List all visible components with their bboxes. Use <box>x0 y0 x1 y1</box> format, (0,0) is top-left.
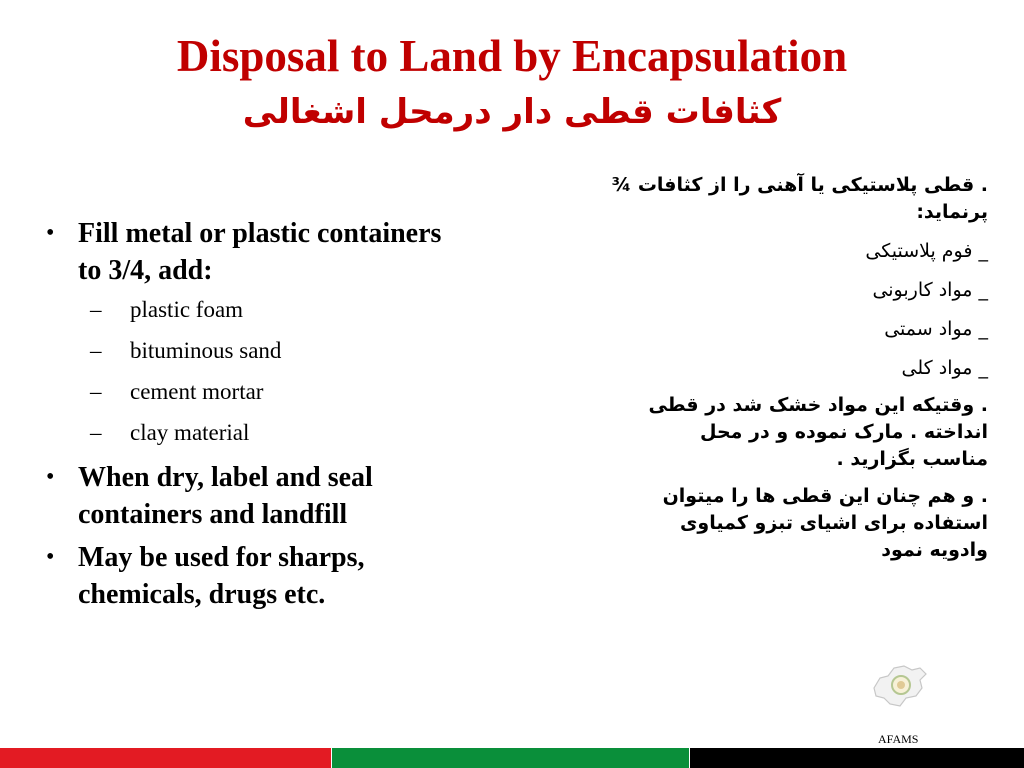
dari-text-block <box>520 172 988 564</box>
slide-subtitle-dari: كثافات قطی دار درمحل اشغالی <box>242 92 782 132</box>
footer-flag-bar <box>0 748 1024 768</box>
dari-p2-line2: انداخته . مارک نموده و در محل <box>700 421 988 443</box>
bullet-sharps-chemicals <box>38 539 458 613</box>
footer-bar-red <box>0 748 332 768</box>
bullet-text: Fill metal or plastic containers to 3/4, add: <box>78 218 442 286</box>
dari-item-clay: _ مواد کلی <box>901 357 988 379</box>
footer-label: AFAMS <box>878 732 919 746</box>
dari-item-plastic-foam: _ فوم پلاستیکی <box>865 240 988 262</box>
bullet-text: May be used for sharps, chemicals, drugs etc. <box>78 542 365 610</box>
bullet-label-seal <box>38 459 458 533</box>
bullet-marker: • <box>46 544 55 570</box>
footer-bar-green <box>332 748 690 768</box>
footer-bar-black <box>690 748 1024 768</box>
sub-bullet-text: clay material <box>130 420 250 445</box>
afghanistan-map-emblem-icon <box>870 660 930 710</box>
dash-marker: – <box>90 379 102 404</box>
sub-bullet-text: plastic foam <box>130 297 244 322</box>
dash-marker: – <box>90 420 102 445</box>
slide-title: Disposal to Land by Encapsulation <box>176 31 848 81</box>
sub-bullet-bituminous-sand <box>38 336 458 366</box>
dari-item-carbon: _ مواد کاربونی <box>872 279 988 301</box>
bullet-marker: • <box>46 220 55 246</box>
dari-p2-line3: مناسب بگزارید . <box>836 448 988 470</box>
dari-item-cement: _ مواد سمتی <box>884 318 988 340</box>
bullet-text: When dry, label and seal containers and landfill <box>78 462 373 530</box>
sub-bullet-list <box>38 295 458 448</box>
sub-bullet-clay-material <box>38 418 458 448</box>
dari-p1-line1: . قطی پلاستیکی یا آهنی را از کثافات ¾ <box>611 174 988 196</box>
dari-p2-line1: . وقتیکه این مواد خشک شد در قطی <box>648 394 988 416</box>
sub-bullet-plastic-foam <box>38 295 458 325</box>
dari-p1-line2: پرنماید: <box>916 201 988 223</box>
dash-marker: – <box>90 297 102 322</box>
english-bullet-list <box>38 215 458 619</box>
sub-bullet-cement-mortar <box>38 377 458 407</box>
dash-marker: – <box>90 338 102 363</box>
dari-p3-line1: . و هم چنان این قطی ها را میتوان <box>662 485 988 507</box>
bullet-fill-containers <box>38 215 458 289</box>
dari-p3-line2: استفاده برای اشیای تبزو کمیاوی <box>680 512 988 534</box>
bullet-marker: • <box>46 464 55 490</box>
sub-bullet-text: bituminous sand <box>130 338 282 363</box>
sub-bullet-text: cement mortar <box>130 379 264 404</box>
dari-p3-line3: وادویه نمود <box>881 539 988 561</box>
